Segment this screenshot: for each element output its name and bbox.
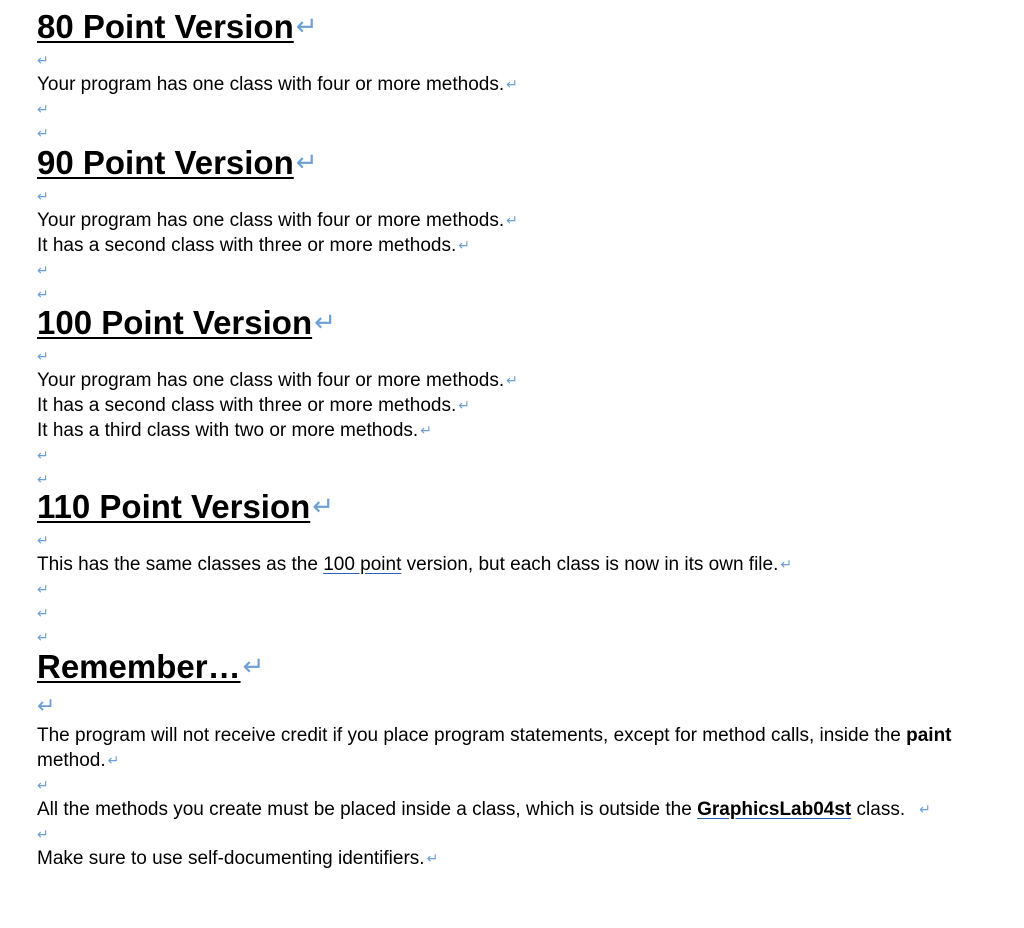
section-100-point <box>37 296 518 491</box>
paragraph-mark-icon: ↵ <box>37 777 49 793</box>
paragraph-mark-icon: ↵ <box>37 125 49 141</box>
paragraph-mark-icon: ↵ <box>37 471 49 487</box>
graphicslab04st-link[interactable]: GraphicsLab04st <box>697 799 852 820</box>
heading-100-point <box>37 300 518 344</box>
empty-paragraph <box>37 601 792 625</box>
requirement-text: Your program has one class with four or more methods. <box>37 74 505 95</box>
paragraph-mark-icon: ↵ <box>312 491 335 521</box>
section-90-point <box>37 136 518 306</box>
requirement-text: Your program has one class with four or more methods. <box>37 370 505 391</box>
empty-paragraph <box>37 822 997 846</box>
note-paragraph-class <box>37 797 997 822</box>
section-80-point <box>37 0 518 145</box>
empty-paragraph <box>37 97 518 121</box>
paragraph-mark-icon: ↵ <box>37 286 49 302</box>
section-remember <box>37 640 997 871</box>
heading-100-point-text: 100 Point Version <box>37 304 313 341</box>
paint-keyword: paint <box>906 725 952 746</box>
paragraph-mark-icon: ↵ <box>37 826 49 842</box>
paragraph-mark-icon: ↵ <box>426 850 439 866</box>
paragraph-mark-icon: ↵ <box>37 262 49 278</box>
note-text: class. <box>851 799 906 820</box>
empty-paragraph <box>37 184 518 208</box>
paragraph-mark-icon: ↵ <box>242 651 265 681</box>
paragraph-mark-icon: ↵ <box>37 348 49 364</box>
paragraph-mark-icon: ↵ <box>37 447 49 463</box>
heading-remember <box>37 644 997 688</box>
paragraph-mark-icon: ↵ <box>37 52 49 68</box>
paragraph-mark-icon: ↵ <box>919 801 931 817</box>
requirement-text: It has a third class with two or more methods. <box>37 420 419 441</box>
note-paragraph-paint <box>37 724 997 773</box>
paragraph-mark-icon: ↵ <box>37 693 56 718</box>
heading-90-point <box>37 140 518 184</box>
paragraph-mark-icon: ↵ <box>506 372 518 388</box>
empty-paragraph <box>37 443 518 467</box>
requirement-line <box>37 552 792 577</box>
requirement-text: Your program has one class with four or more methods. <box>37 210 505 231</box>
paragraph-mark-icon: ↵ <box>37 532 49 548</box>
empty-paragraph <box>37 48 518 72</box>
heading-110-point-text: 110 Point Version <box>37 488 311 525</box>
paragraph-mark-icon: ↵ <box>780 556 793 572</box>
requirement-line <box>37 72 518 97</box>
empty-paragraph <box>37 528 792 552</box>
heading-110-point <box>37 484 792 528</box>
requirement-line <box>37 233 518 258</box>
section-110-point <box>37 480 792 649</box>
requirement-text: This has the same classes as the <box>37 554 324 575</box>
paragraph-mark-icon: ↵ <box>37 581 49 597</box>
paragraph-mark-icon: ↵ <box>458 237 470 253</box>
empty-paragraph <box>37 773 997 797</box>
paragraph-mark-icon: ↵ <box>107 752 120 768</box>
paragraph-mark-icon: ↵ <box>458 397 470 413</box>
note-text: The program will not receive credit if you place program statements, except for method calls, inside the <box>37 725 907 746</box>
requirement-line <box>37 368 518 393</box>
heading-remember-text: Remember… <box>37 648 241 685</box>
paragraph-mark-icon: ↵ <box>506 212 518 228</box>
note-paragraph-identifiers <box>37 846 997 871</box>
link-100-point[interactable]: 100 point <box>323 554 402 575</box>
paragraph-mark-icon: ↵ <box>506 76 518 92</box>
paragraph-mark-icon: ↵ <box>37 629 49 645</box>
requirement-line <box>37 418 518 443</box>
requirement-text: It has a second class with three or more methods. <box>37 395 457 416</box>
requirement-text: version, but each class is now in its own file. <box>401 554 779 575</box>
empty-paragraph <box>37 344 518 368</box>
paragraph-mark-icon: ↵ <box>37 188 49 204</box>
paragraph-mark-icon: ↵ <box>295 11 318 41</box>
paragraph-mark-icon: ↵ <box>37 605 49 621</box>
note-text: Make sure to use self-documenting identifiers. <box>37 848 425 869</box>
paragraph-mark-icon: ↵ <box>420 422 432 438</box>
heading-80-point-text: 80 Point Version <box>37 8 294 45</box>
paragraph-mark-icon: ↵ <box>37 101 49 117</box>
requirement-line <box>37 393 518 418</box>
empty-paragraph <box>37 688 997 724</box>
note-text: All the methods you create must be placed inside a class, which is outside the <box>37 799 698 820</box>
paragraph-mark-icon: ↵ <box>295 147 318 177</box>
empty-paragraph <box>37 577 792 601</box>
empty-paragraph <box>37 258 518 282</box>
heading-90-point-text: 90 Point Version <box>37 144 294 181</box>
requirement-text: It has a second class with three or more methods. <box>37 235 457 256</box>
note-text: method. <box>37 750 106 771</box>
heading-80-point <box>37 4 518 48</box>
requirement-line <box>37 208 518 233</box>
paragraph-mark-icon: ↵ <box>314 307 336 337</box>
